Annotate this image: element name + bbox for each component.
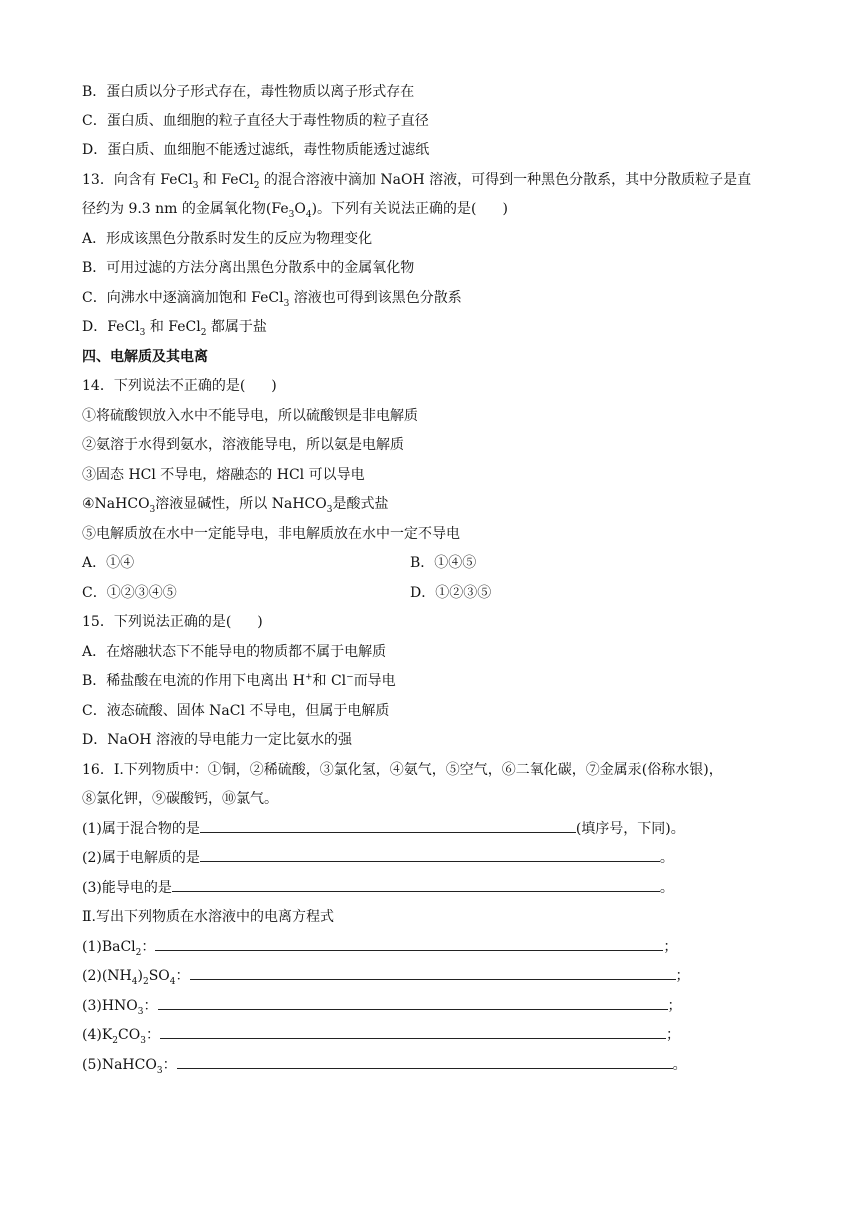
q14-stem: 14．下列说法不正确的是( ) [82,378,277,394]
q12-option-b: B．蛋白质以分子形式存在，毒性物质以离子形式存在 [82,84,415,100]
q13-stem-line1: 13．向含有 FeCl$_3$ 和 FeCl$_2$ 的混合溶液中滴加 NaOH 溶液，可得到一种黑色分散系，其中分散质粒子是直 [82,172,752,191]
q16-part1-q3: (3)能导电的是 。 [82,880,674,896]
answer-blank[interactable] [200,848,660,862]
q14-options-row1 [82,553,477,573]
answer-blank[interactable] [158,996,668,1010]
q16-equation-3: $(3)HNO_3$： ； [82,998,682,1017]
q13-option-c: C．向沸水中逐滴滴加饱和 FeCl$_3$ 溶液也可得到该黑色分散系 [82,290,462,309]
q16-stem-line1: 16．Ⅰ.下列物质中：①铜，②稀硫酸，③氯化氢，④氨气，⑤空气，⑥二氧化碳，⑦金属汞(俗称水银)， [82,762,723,778]
q15-stem: 15．下列说法正确的是( ) [82,614,263,630]
q14-statement-4: ④NaHCO$_3$溶液显碱性，所以 NaHCO$_3$是酸式盐 [82,496,389,515]
q13-option-d: D．FeCl$_3$ 和 FeCl$_2$ 都属于盐 [82,319,267,338]
section-heading: 四、电解质及其电离 [82,349,208,365]
q15-option-c: C．液态硫酸、固体 NaCl 不导电，但属于电解质 [82,703,390,719]
answer-blank[interactable] [155,937,663,951]
answer-blank[interactable] [172,878,660,892]
answer-blank[interactable] [177,1055,673,1069]
q16-equation-4: $(4)K_2CO_3$： ； [82,1027,680,1046]
q16-equation-1: (1)BaCl$_2$： ； [82,939,678,958]
q14-options-row2 [82,583,492,603]
q14-statement-5: ⑤电解质放在水中一定能导电，非电解质放在水中一定不导电 [82,526,460,542]
q12-option-d: D．蛋白质、血细胞不能透过滤纸，毒性物质能透过滤纸 [82,142,430,158]
q14-option-a: A．①④ [82,555,135,571]
q13-stem-line2: 径约为 9.3 nm 的金属氧化物$(Fe_3O_4)$。下列有关说法正确的是( ) [82,201,508,220]
q13-option-b: B．可用过滤的方法分离出黑色分散系中的金属氧化物 [82,260,415,276]
q14-statement-1: ①将硫酸钡放入水中不能导电，所以硫酸钡是非电解质 [82,408,418,424]
q15-option-a: A．在熔融状态下不能导电的物质都不属于电解质 [82,644,387,660]
answer-blank[interactable] [200,819,576,833]
q14-statement-2: ②氨溶于水得到氨水，溶液能导电，所以氨是电解质 [82,437,404,453]
answer-blank[interactable] [160,1025,666,1039]
answer-blank[interactable] [190,966,676,980]
q15-option-d: D．NaOH 溶液的导电能力一定比氨水的强 [82,732,352,748]
q12-option-c: C．蛋白质、血细胞的粒子直径大于毒性物质的粒子直径 [82,113,429,129]
q14-option-c: C．①②③④⑤ [82,585,177,601]
q16-part1-q1: (1)属于混合物的是 (填序号，下同)。 [82,821,685,837]
q16-part1-q2: (2)属于电解质的是 。 [82,850,674,866]
q16-part2-heading: Ⅱ.写出下列物质在水溶液中的电离方程式 [82,909,334,925]
q16-equation-2: $(2)(NH_4)_2SO_4$： ； [82,968,690,987]
q14-option-d: D．①②③⑤ [410,585,492,601]
q14-option-b: B．①④⑤ [410,555,477,571]
q13-option-a: A．形成该黑色分散系时发生的反应为物理变化 [82,231,373,247]
q14-statement-3: ③固态 HCl 不导电，熔融态的 HCl 可以导电 [82,467,365,483]
q16-equation-5: (5)NaHCO$_3$： 。 [82,1057,687,1076]
q15-option-b: B．稀盐酸在电流的作用下电离出 H+和 Cl−而导电 [82,672,396,689]
q16-stem-line2: ⑧氯化钾，⑨碳酸钙，⑩氯气。 [82,791,278,807]
